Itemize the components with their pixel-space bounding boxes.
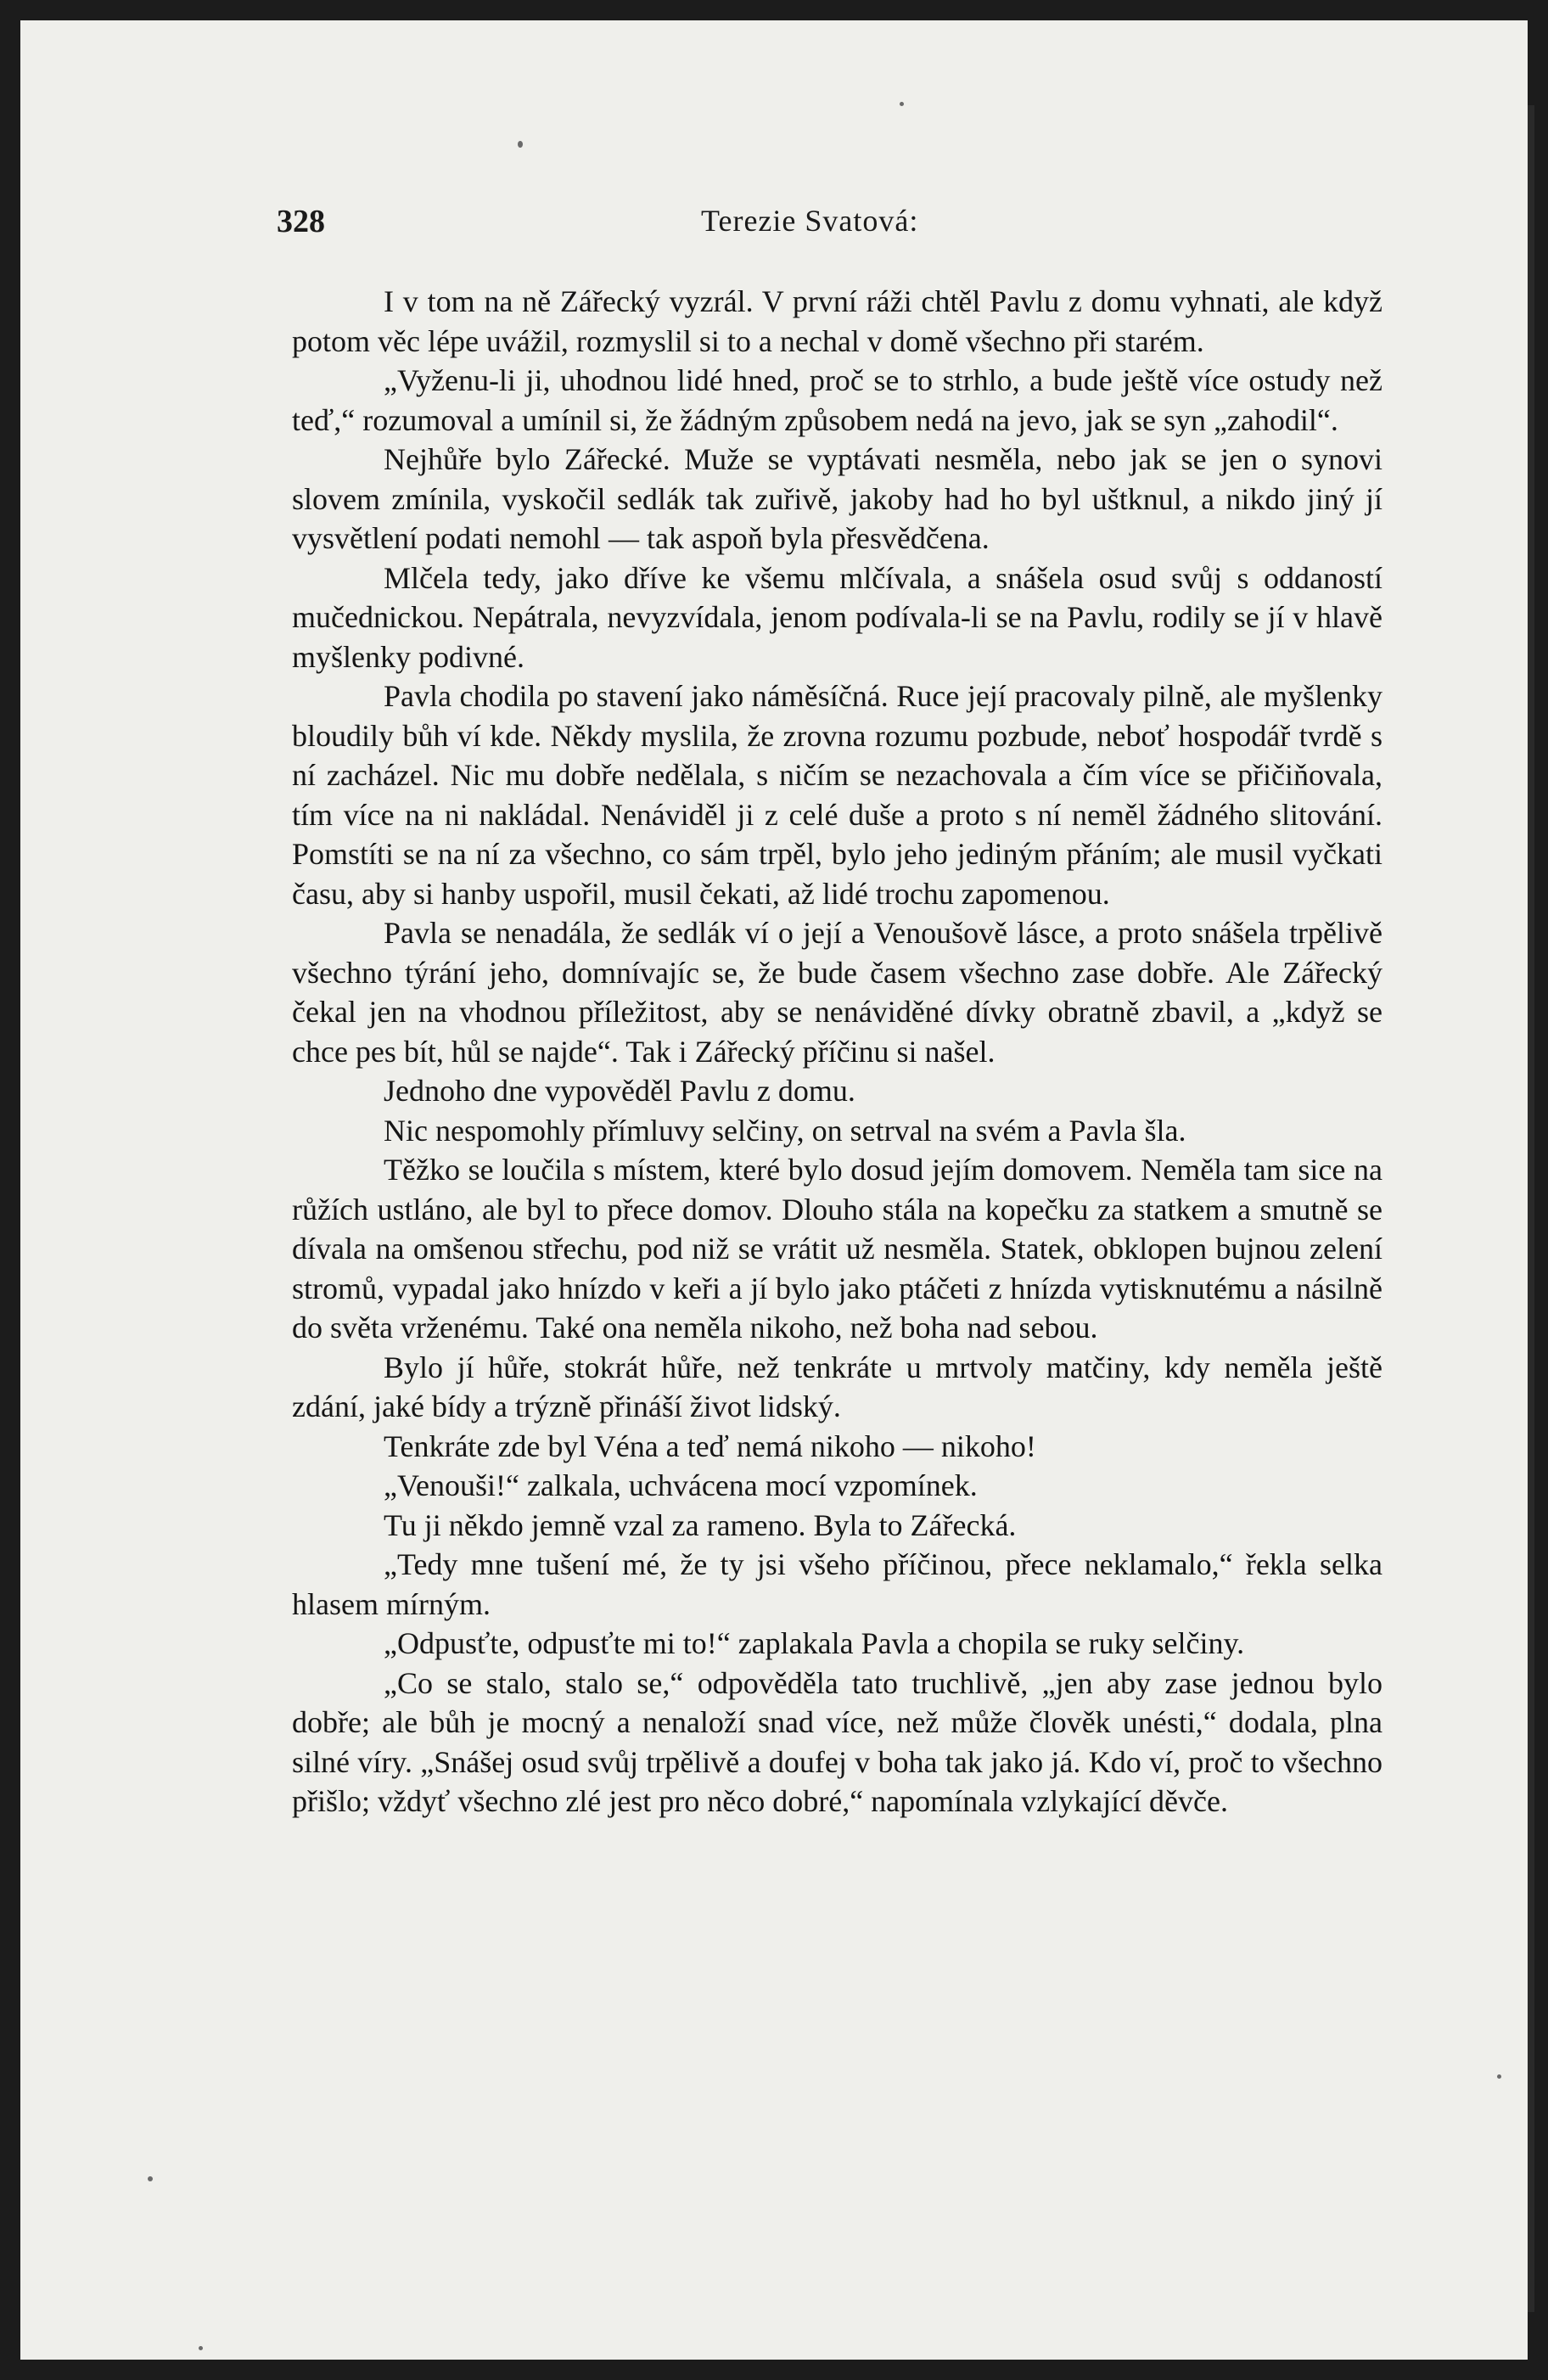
page-edge-shadow: [1528, 105, 1534, 2312]
paragraph: „Tedy mne tušení mé, že ty jsi všeho příčinou, přece neklamalo,“ řekla selka hlasem mírným.: [292, 1547, 1383, 1621]
paper-speck: [518, 141, 523, 148]
paragraph: Tenkráte zde byl Véna a teď nemá nikoho — nikoho!: [384, 1429, 1036, 1463]
paragraph: Tu ji někdo jemně vzal za rameno. Byla to Zářecká.: [384, 1507, 1017, 1542]
paragraph: „Venouši!“ zalkala, uchvácena mocí vzpomínek.: [384, 1468, 978, 1502]
running-head: Terezie Svatová:: [701, 204, 919, 238]
paper-speck: [148, 2176, 153, 2181]
paragraph: Těžko se loučila s místem, které bylo dosud jejím domovem. Neměla tam sice na růžích ustláno, ale byl to přece domov. Dlouho stála na kopečku za statkem a smutně se dívala na omšenou střechu, pod niž se vrátit už nesměla. Statek, obklopen bujnou zelení stromů, vypadal jako hnízdo v keři a jí bylo jako ptáčeti z hnízda vytisknutému a násilně do světa vrženému. Také ona neměla nikoho, než boha nad sebou.: [292, 1153, 1383, 1344]
page-number: 328: [277, 204, 325, 239]
paragraph: Nic nespomohly přímluvy selčiny, on setrval na svém a Pavla šla.: [384, 1113, 1186, 1148]
body-text: [292, 282, 1383, 1821]
paragraph: Nejhůře bylo Zářecké. Muže se vyptávati nesměla, nebo jak se jen o synovi slovem zmínila, vyskočil sedlák tak zuřivě, jakoby had ho byl uštknul, a nikdo jiný jí vysvětlení podati nemohl — tak aspoň byla přesvědčena.: [292, 442, 1383, 555]
page-header: [277, 194, 1397, 245]
paragraph: Jednoho dne vypověděl Pavlu z domu.: [384, 1074, 855, 1108]
paragraph: Mlčela tedy, jako dříve ke všemu mlčívala, a snášela osud svůj s oddaností mučednickou. Nepátrala, nevyzvídala, jenom podívala-li se na Pavlu, rodily se jí v hlavě myšlenky podivné.: [292, 560, 1383, 674]
paragraph: „Vyženu-li ji, uhodnou lidé hned, proč se to strhlo, a bude ještě více ostudy než teď,“ rozumoval a umínil si, že žádným způsobem nedá na jevo, jak se syn „zahodil“.: [292, 363, 1383, 437]
paper-speck: [1497, 2074, 1501, 2079]
paragraph: Pavla se nenadála, že sedlák ví o její a Venoušově lásce, a proto snášela trpělivě všechno týrání jeho, domnívajíc se, že bude časem všechno zase dobře. Ale Zářecký čekal jen na vhodnou příležitost, aby se nenáviděné dívky obratně zbavil, a „když se chce pes bít, hůl se najde“. Tak i Zářecký příčinu si našel.: [292, 916, 1383, 1069]
paper-speck: [199, 2346, 203, 2350]
paper-speck: [900, 102, 904, 106]
paragraph: „Odpusťte, odpusťte mi to!“ zaplakala Pavla a chopila se ruky selčiny.: [384, 1626, 1245, 1660]
paragraph: Pavla chodila po stavení jako náměsíčná. Ruce její pracovaly pilně, ale myšlenky bloudily bůh ví kde. Někdy myslila, že zrovna rozumu pozbude, neboť hospodář tvrdě s ní zacházel. Nic mu dobře nedělala, s ničím se nezachovala a čím více se přičiňovala, tím více na ni nakládal. Nenáviděl ji z celé duše a proto s ní neměl žádného slitování. Pomstíti se na ní za všechno, co sám trpěl, bylo jeho jediným přáním; ale musil vyčkati času, aby si hanby uspořil, musil čekati, až lidé trochu zapomenou.: [292, 679, 1383, 911]
paragraph: Bylo jí hůře, stokrát hůře, než tenkráte u mrtvoly matčiny, kdy neměla ještě zdání, jaké bídy a trýzně přináší život lidský.: [292, 1350, 1383, 1423]
book-page: [20, 20, 1528, 2360]
paragraph: I v tom na ně Zářecký vyzrál. V první ráži chtěl Pavlu z domu vyhnati, ale když potom věc lépe uvážil, rozmyslil si to a nechal v domě všechno při starém.: [292, 284, 1383, 358]
paragraph: „Co se stalo, stalo se,“ odpověděla tato truchlivě, „jen aby zase jednou bylo dobře; ale bůh je mocný a nenaloží snad více, než může člověk unésti,“ dodala, plna silné víry. „Snášej osud svůj trpělivě a doufej v boha tak jako já. Kdo ví, proč to všechno přišlo; vždyť všechno zlé jest pro něco dobré,“ napomínala vzlykající děvče.: [292, 1665, 1383, 1818]
